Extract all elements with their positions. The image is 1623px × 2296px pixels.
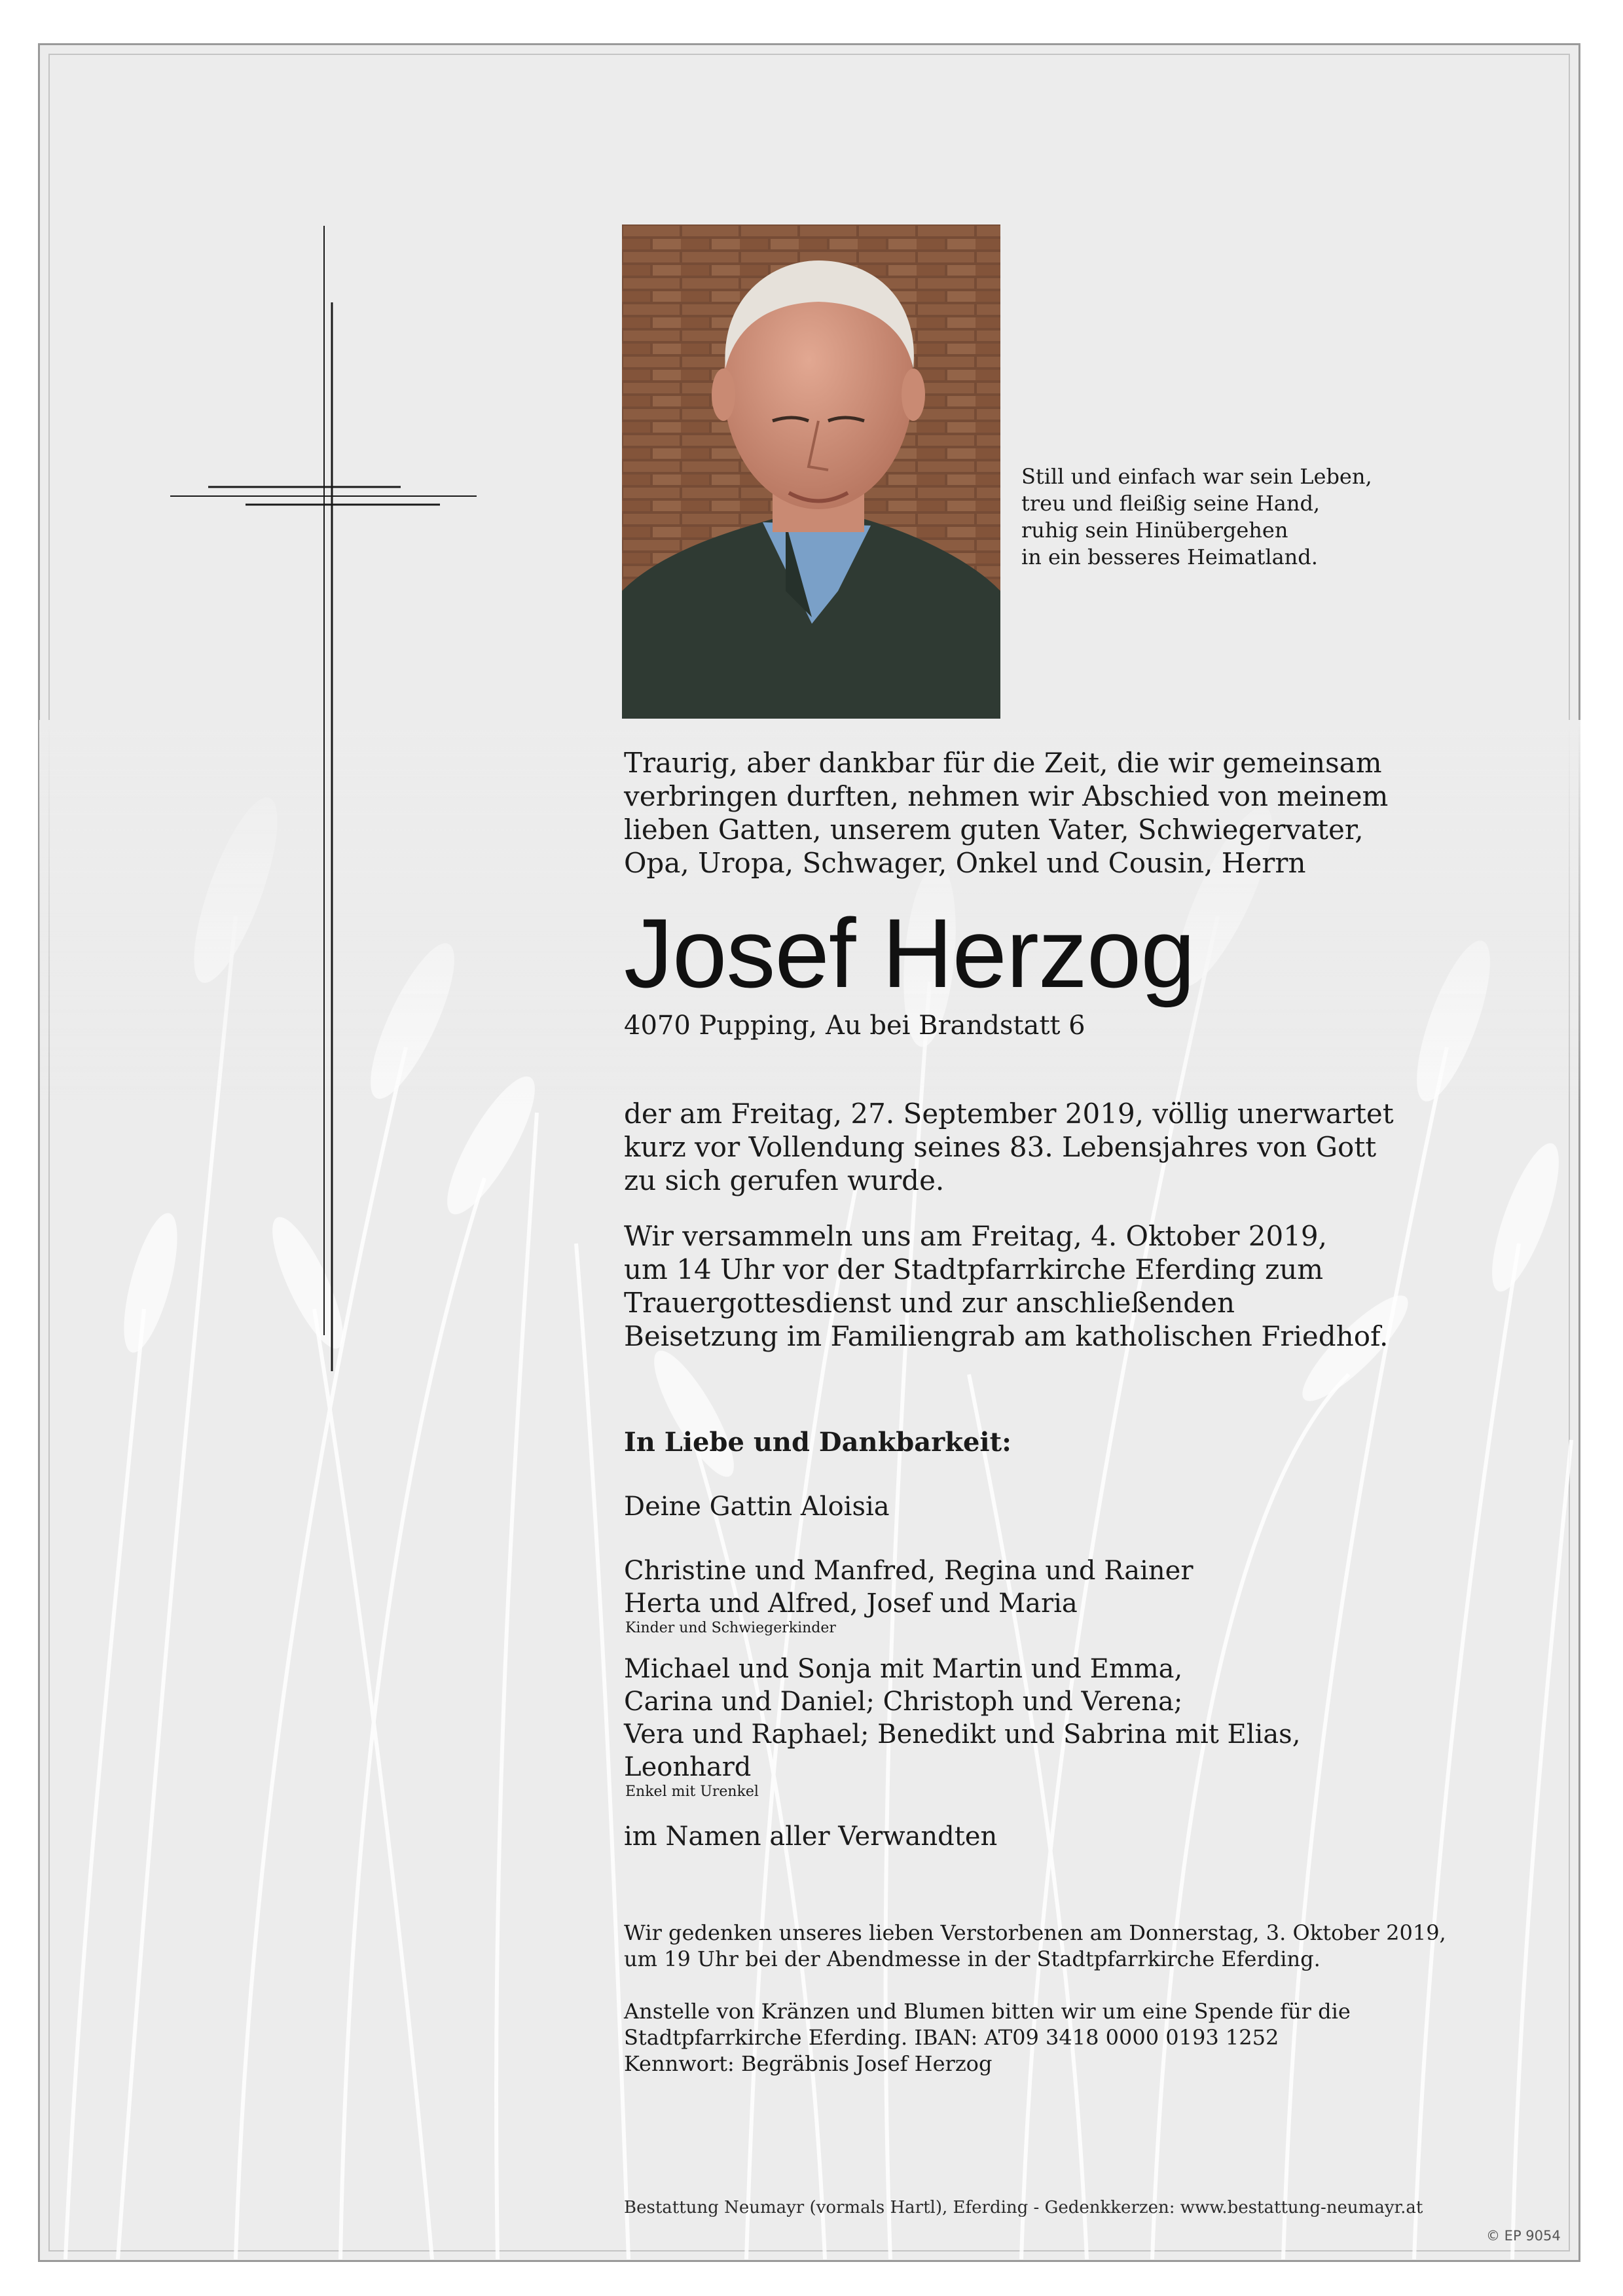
portrait-photo [622,224,1000,719]
document-code: © EP 9054 [1486,2228,1561,2244]
intro-line: lieben Gatten, unserem guten Vater, Schwiegervater, [624,814,1364,846]
poem-line: ruhig sein Hinübergehen [1021,518,1288,543]
poem [1021,463,1372,571]
funeral-line: Beisetzung im Familiengrab am katholischen Friedhof. [624,1320,1389,1352]
donation-note [624,1998,1410,2077]
grandchildren-line: Vera und Raphael; Benedikt und Sabrina mit Elias, [624,1719,1301,1749]
children-label: Kinder und Schwiegerkinder [625,1620,836,1636]
death-notice [624,1097,1410,1197]
grandchildren-line: Carina und Daniel; Christoph und Verena; [624,1687,1183,1717]
remembrance-note [624,1920,1446,1972]
funeral-line: um 14 Uhr vor der Stadtpfarrkirche Eferding zum [624,1253,1324,1285]
main-content [624,746,1446,2077]
intro-line: Traurig, aber dankbar für die Zeit, die wir gemeinsam [624,747,1382,779]
note-line: Anstelle von Kränzen und Blumen bitten wir um eine Spende für die [624,1999,1351,2024]
funeral-line: Wir versammeln uns am Freitag, 4. Oktober 2019, [624,1220,1327,1252]
poem-line: treu und fleißig seine Hand, [1021,491,1321,516]
grandchildren-line: Leonhard [624,1752,752,1782]
grandchildren-label: Enkel mit Urenkel [625,1784,759,1800]
grandchildren-line: Michael und Sonja mit Martin und Emma, [624,1654,1183,1684]
deceased-address: 4070 Pupping, Au bei Brandstatt 6 [624,1011,1085,1041]
children-line: Herta und Alfred, Josef und Maria [624,1588,1078,1619]
poem-line: in ein besseres Heimatland. [1021,545,1318,569]
note-line: um 19 Uhr bei der Abendmesse in der Stadtpfarrkirche Eferding. [624,1946,1321,1971]
death-notice-line: kurz vor Vollendung seines 83. Lebensjahres von Gott [624,1131,1377,1163]
note-line: Kennwort: Begräbnis Josef Herzog [624,2051,993,2076]
children-line: Christine und Manfred, Regina und Rainer [624,1556,1194,1586]
deceased-name: Josef Herzog [624,898,1195,1008]
mourners-heading: In Liebe und Dankbarkeit: [624,1427,1012,1458]
note-line: Stadtpfarrkirche Eferding. IBAN: AT09 3418 0000 0193 1252 [624,2025,1279,2050]
poem-line: Still und einfach war sein Leben, [1021,464,1372,489]
funeral-line: Trauergottesdienst und zur anschließenden [624,1287,1235,1319]
intro-line: verbringen durften, nehmen wir Abschied von meinem [624,780,1389,812]
death-notice-line: zu sich gerufen wurde. [624,1164,945,1196]
closing-line: im Namen aller Verwandten [624,1821,998,1852]
footer-text: Bestattung Neumayr (vormals Hartl), Eferding - Gedenkkerzen: www.bestattung-neumayr.at [624,2198,1423,2217]
spouse: Deine Gattin Aloisia [624,1492,890,1522]
death-notice-line: der am Freitag, 27. September 2019, völlig unerwartet [624,1098,1394,1130]
funeral-info [624,1219,1410,1353]
note-line: Wir gedenken unseres lieben Verstorbenen am Donnerstag, 3. Oktober 2019, [624,1920,1446,1945]
mourners-list [624,1459,1410,1853]
intro-text [624,746,1410,880]
intro-line: Opa, Uropa, Schwager, Onkel und Cousin, Herrn [624,847,1306,879]
